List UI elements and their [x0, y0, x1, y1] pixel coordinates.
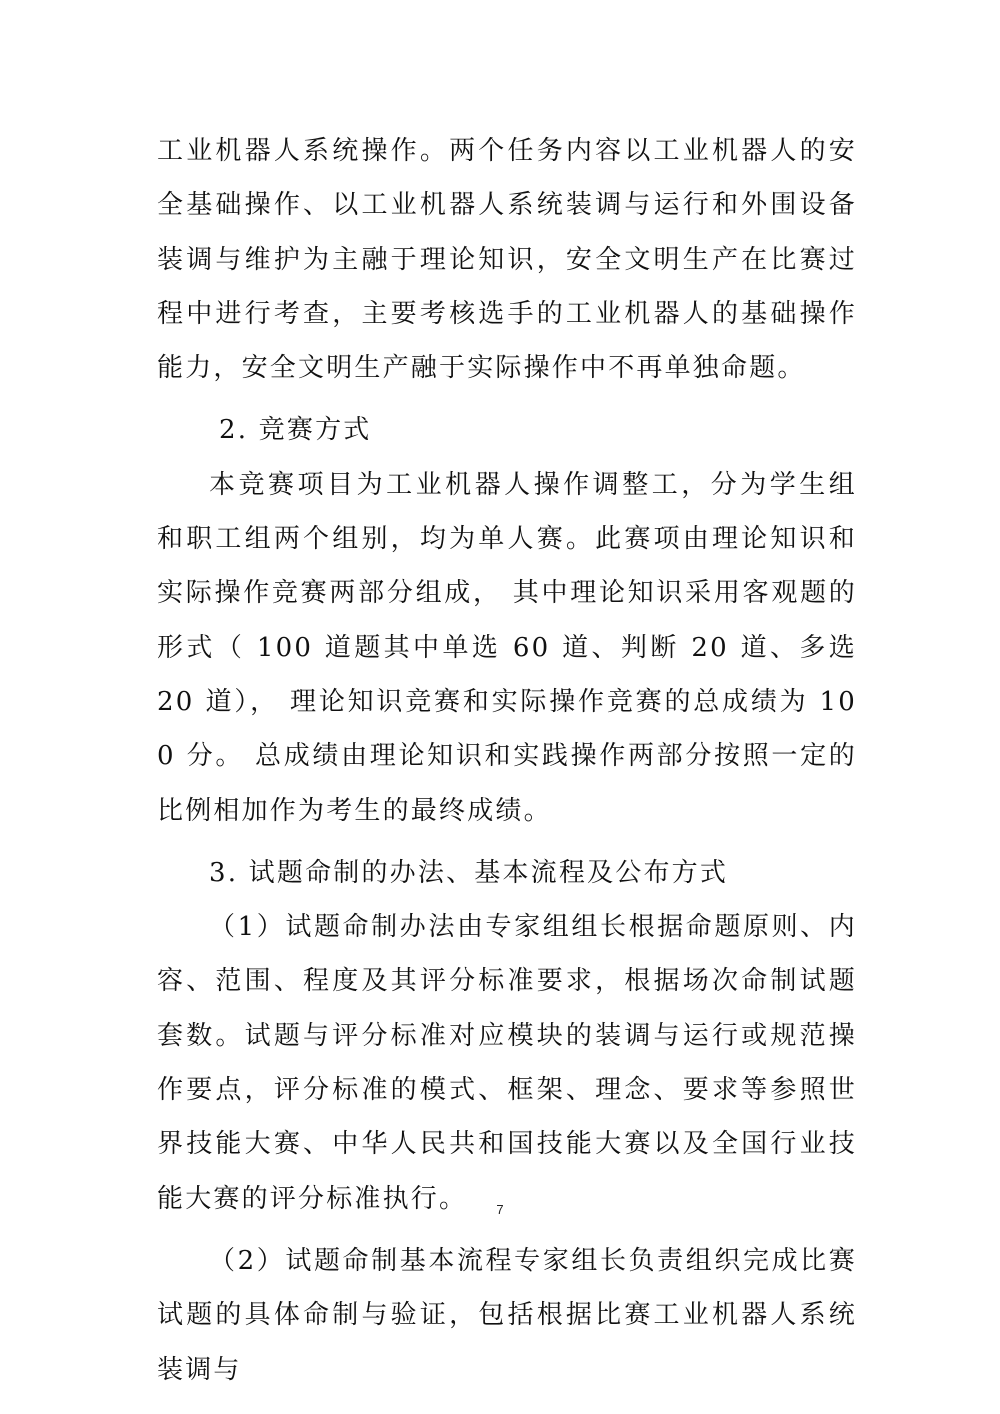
- paragraph-competition-format: 本竞赛项目为工业机器人操作调整工，分为学生组和职工组两个组别，均为单人赛。此赛项由理论知识和实际操作竞赛两部分组成， 其中理论知识采用客观题的形式（ 100 道题其中单选 60 道、判断 20 道、多选 20 道）， 理论知识竞赛和实际操作竞赛的总成绩为 100 分。 总成绩由理论知识和实践操作两部分按照一定的比例相加作为考生的最终成绩。: [157, 469, 857, 826]
- section-heading-competition-format: 2. 竞赛方式: [219, 415, 372, 446]
- page-number: 7: [496, 1202, 504, 1217]
- paragraph-continuation: 工业机器人系统操作。两个任务内容以工业机器人的安全基础操作、以工业机器人系统装调与运行和外围设备装调与维护为主融于理论知识，安全文明生产在比赛过程中进行考查，主要考核选手的工业机器人的基础操作能力，安全文明生产融于实际操作中不再单独命题。: [157, 136, 857, 384]
- paragraph-question-method: （1）试题命制办法由专家组组长根据命题原则、内容、范围、程度及其评分标准要求，根据场次命制试题套数。试题与评分标准对应模块的装调与运行或规范操作要点，评分标准的模式、框架、理念、要求等参照世界技能大赛、中华人民共和国技能大赛以及全国行业技能大赛的评分标准执行。: [157, 912, 857, 1214]
- section-heading-question-setting: 3. 试题命制的办法、基本流程及公布方式: [209, 857, 729, 888]
- paragraph-question-process: （2）试题命制基本流程专家组长负责组织完成比赛试题的具体命制与验证，包括根据比赛工业机器人系统装调与: [157, 1245, 857, 1385]
